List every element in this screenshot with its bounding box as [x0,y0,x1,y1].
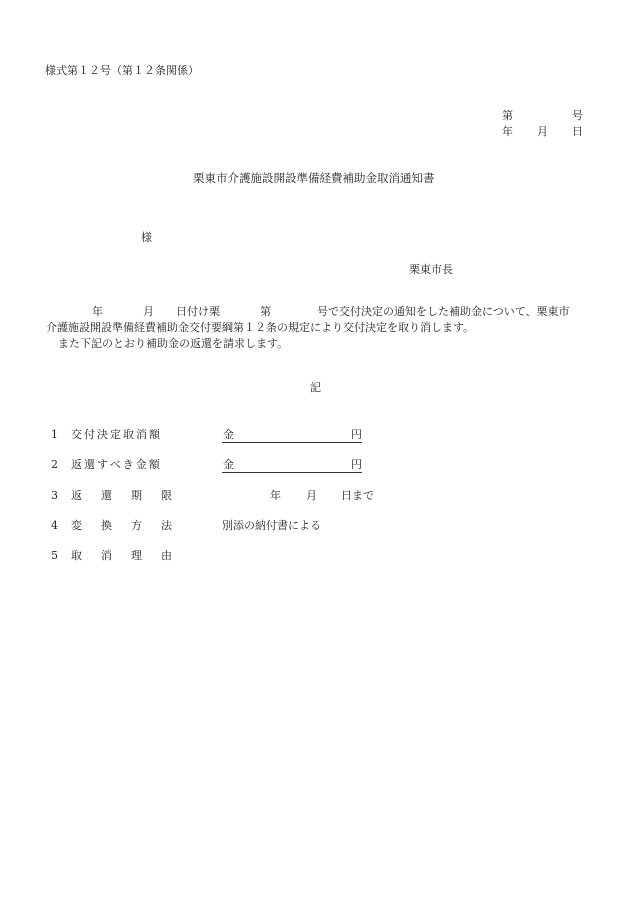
item-2-number: 2 [51,458,58,471]
form-number: 様式第１２号（第１２条関係） [45,64,199,77]
item-4-value: 別添の納付書による [222,519,321,532]
item-2-amount-field [222,458,362,473]
body-month: 月 [143,305,154,318]
item-4-number: 4 [51,519,58,532]
body-line1-rest: 号で交付決定の通知をした補助金について、栗東市 [317,305,570,318]
item-3-label: 返 還 期 限 [71,489,176,502]
sender-name: 栗東市長 [409,263,453,276]
item-5-label: 取 消 理 由 [71,549,176,562]
item-1-prefix: 金 [223,428,234,441]
body-line3: また下記のとおり補助金の返還を請求します。 [58,337,289,350]
item-3-number: 3 [51,489,58,502]
document-title: 栗東市介護施設開設準備経費補助金取消通知書 [193,171,435,185]
date-month: 月 [537,125,548,138]
item-2-prefix: 金 [223,458,234,471]
item-1-suffix: 円 [351,428,362,441]
doc-number-dai: 第 [502,109,513,122]
recipient-honorific: 様 [141,231,152,244]
body-dated: 日付け栗 [176,305,220,318]
date-day: 日 [572,125,583,138]
item-1-label: 交付決定取消額 [71,428,162,441]
item-3-year: 年 [270,489,281,502]
ki-heading: 記 [310,381,321,394]
item-1-number: 1 [51,428,58,441]
doc-number-go: 号 [572,109,583,122]
body-dai: 第 [260,305,271,318]
item-3-month: 月 [306,489,317,502]
date-year: 年 [502,125,513,138]
item-2-suffix: 円 [351,458,362,471]
item-4-label: 変 換 方 法 [71,519,176,532]
body-line2: 介護施設開設準備経費補助金交付要綱第１２条の規定により交付決定を取り消します。 [46,321,475,334]
item-1-amount-field [222,428,362,443]
item-2-label: 返還すべき金額 [71,458,162,471]
item-3-day: 日まで [341,489,374,502]
item-5-number: 5 [51,549,58,562]
body-year: 年 [92,305,103,318]
